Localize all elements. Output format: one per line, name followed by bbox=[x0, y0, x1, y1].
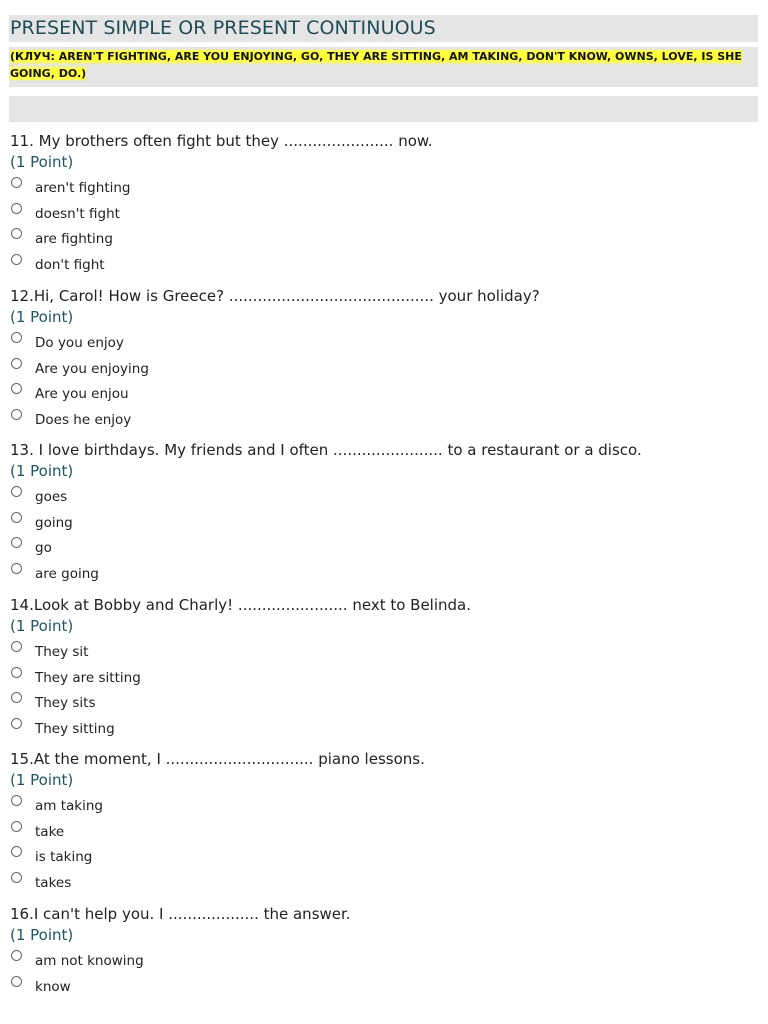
radio-button[interactable] bbox=[11, 512, 22, 523]
answer-option-label: are going bbox=[35, 566, 99, 583]
question-text: 14.Look at Bobby and Charly! ....................... next to Belinda. bbox=[10, 596, 472, 614]
answer-key-text: (КЛУЧ: AREN'T FIGHTING, ARE YOU ENJOYING, GO, THEY ARE SITTING, AM TAKING, DON'T KNOW, OWNS, LOVE, IS SHE GOING, DO.) bbox=[10, 50, 742, 80]
answer-option-label: aren't fighting bbox=[35, 180, 131, 196]
radio-button[interactable] bbox=[11, 872, 22, 883]
question-text: 11. My brothers often fight but they ....................... now. bbox=[10, 132, 433, 150]
radio-button[interactable] bbox=[11, 821, 22, 832]
question-text: 15.At the moment, I ............................... piano lessons. bbox=[10, 750, 425, 768]
answer-option-label: Does he enjoy bbox=[35, 412, 132, 429]
radio-button[interactable] bbox=[11, 332, 22, 343]
answer-option-label: Are you enjou bbox=[35, 386, 129, 403]
answer-option-label: Are you enjoying bbox=[35, 360, 149, 377]
question-points: (1 Point) bbox=[10, 617, 74, 635]
radio-button[interactable] bbox=[11, 976, 22, 987]
question-points: (1 Point) bbox=[10, 308, 74, 326]
radio-button[interactable] bbox=[11, 846, 22, 857]
radio-button[interactable] bbox=[11, 409, 22, 420]
radio-button[interactable] bbox=[11, 537, 22, 548]
answer-option-label: Do you enjoy bbox=[35, 335, 124, 351]
radio-button[interactable] bbox=[11, 563, 22, 574]
answer-option-label: go bbox=[35, 540, 52, 557]
answer-option-label: take bbox=[35, 823, 65, 840]
question-text: 16.I can't help you. I ................... the answer. bbox=[10, 905, 351, 923]
question-points: (1 Point) bbox=[10, 462, 74, 480]
question-points: (1 Point) bbox=[10, 926, 74, 944]
answer-option-label: going bbox=[35, 514, 73, 531]
radio-button[interactable] bbox=[11, 203, 22, 214]
answer-option-label: They are sitting bbox=[35, 669, 141, 686]
question-points: (1 Point) bbox=[10, 153, 74, 171]
radio-button[interactable] bbox=[11, 795, 22, 806]
radio-button[interactable] bbox=[11, 950, 22, 961]
radio-button[interactable] bbox=[11, 383, 22, 394]
answer-option-label: is taking bbox=[35, 849, 93, 866]
question-points: (1 Point) bbox=[10, 771, 74, 789]
radio-button[interactable] bbox=[11, 718, 22, 729]
radio-button[interactable] bbox=[11, 486, 22, 497]
radio-button[interactable] bbox=[11, 667, 22, 678]
answer-option-label: They sit bbox=[35, 644, 89, 660]
radio-button[interactable] bbox=[11, 228, 22, 239]
answer-key bbox=[10, 48, 758, 82]
answer-option-label: am taking bbox=[35, 798, 103, 814]
answer-option-label: are fighting bbox=[35, 231, 113, 248]
answer-option-label: know bbox=[35, 978, 71, 995]
answer-option-label: doesn't fight bbox=[35, 205, 120, 222]
answer-option-label: don't fight bbox=[35, 257, 105, 274]
radio-button[interactable] bbox=[11, 641, 22, 652]
section-bar bbox=[9, 96, 758, 122]
question-text: 13. I love birthdays. My friends and I often ....................... to a restaurant or a disco. bbox=[10, 441, 642, 459]
answer-option-label: They sitting bbox=[35, 721, 115, 738]
radio-button[interactable] bbox=[11, 692, 22, 703]
radio-button[interactable] bbox=[11, 358, 22, 369]
page-title: PRESENT SIMPLE OR PRESENT CONTINUOUS bbox=[10, 17, 436, 39]
radio-button[interactable] bbox=[11, 254, 22, 265]
radio-button[interactable] bbox=[11, 177, 22, 188]
answer-option-label: am not knowing bbox=[35, 953, 144, 969]
answer-option-label: They sits bbox=[35, 695, 96, 712]
answer-option-label: takes bbox=[35, 875, 72, 892]
question-text: 12.Hi, Carol! How is Greece? ........................................... your holiday? bbox=[10, 287, 540, 305]
answer-option-label: goes bbox=[35, 489, 68, 505]
